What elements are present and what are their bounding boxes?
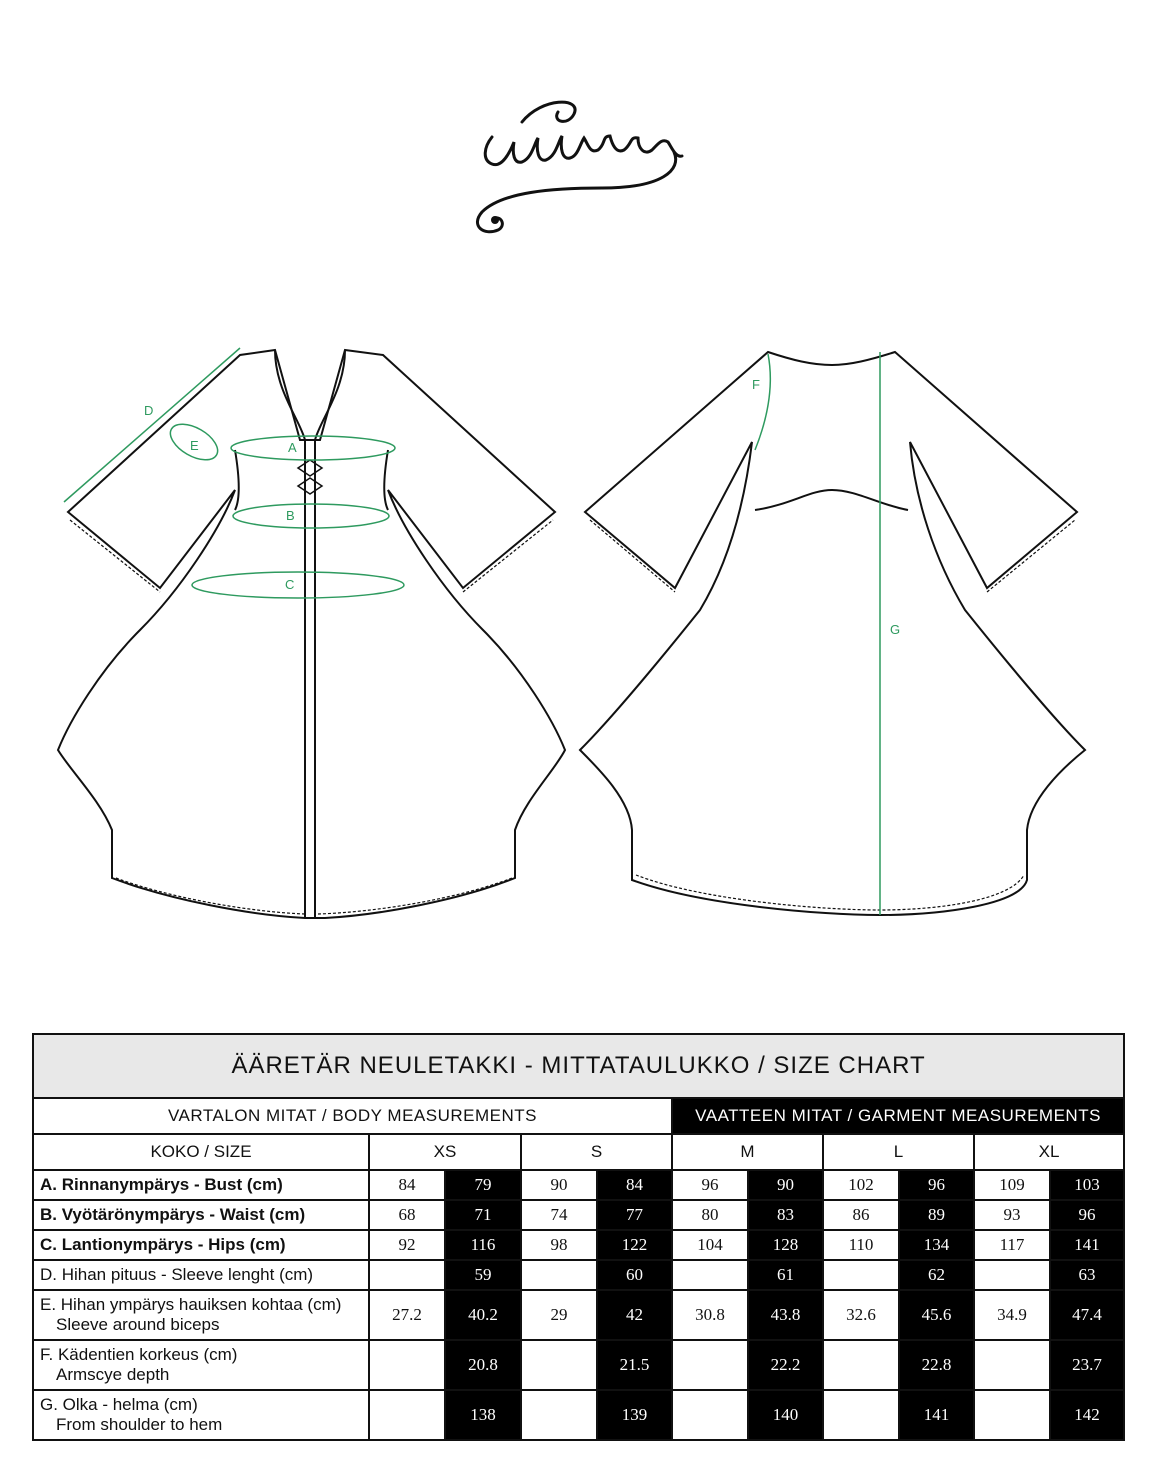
body-value-cell: 93 (974, 1200, 1050, 1230)
body-value-cell (823, 1390, 899, 1440)
body-value-cell: 80 (672, 1200, 748, 1230)
measurement-label (33, 1290, 369, 1340)
back-measure-lines (755, 352, 880, 915)
body-value-cell (672, 1260, 748, 1290)
body-value-cell: 84 (369, 1170, 445, 1200)
measurement-subname: From shoulder to hem (56, 1415, 223, 1434)
body-value-cell (823, 1340, 899, 1390)
garment-value-cell: 63 (1050, 1260, 1124, 1290)
measurement-name: B. Vyötärönympärys - Waist (cm) (40, 1205, 306, 1224)
body-value-cell (521, 1340, 597, 1390)
measurement-label (33, 1260, 369, 1290)
label-c: C (285, 577, 295, 592)
front-view (58, 350, 565, 918)
garment-value-cell: 138 (445, 1390, 521, 1440)
garment-value-cell: 22.8 (899, 1340, 974, 1390)
garment-value-cell: 79 (445, 1170, 521, 1200)
body-value-cell: 86 (823, 1200, 899, 1230)
body-value-cell: 27.2 (369, 1290, 445, 1340)
size-l: L (823, 1134, 974, 1170)
size-m: M (672, 1134, 823, 1170)
measurement-name: G. Olka - helma (cm) (40, 1395, 198, 1414)
garment-value-cell: 71 (445, 1200, 521, 1230)
body-value-cell (974, 1260, 1050, 1290)
garment-value-cell: 134 (899, 1230, 974, 1260)
garment-value-cell: 116 (445, 1230, 521, 1260)
garment-value-cell: 47.4 (1050, 1290, 1124, 1340)
body-value-cell: 74 (521, 1200, 597, 1230)
label-a: A (288, 440, 297, 455)
garment-value-cell: 96 (899, 1170, 974, 1200)
garment-value-cell: 61 (748, 1260, 823, 1290)
body-measurements-header: VARTALON MITAT / BODY MEASUREMENTS (33, 1098, 672, 1134)
measurement-name: A. Rinnanympärys - Bust (cm) (40, 1175, 283, 1194)
garment-value-cell: 45.6 (899, 1290, 974, 1340)
body-value-cell (672, 1340, 748, 1390)
garment-value-cell: 103 (1050, 1170, 1124, 1200)
garment-value-cell: 90 (748, 1170, 823, 1200)
size-header: KOKO / SIZE (33, 1134, 369, 1170)
body-value-cell: 90 (521, 1170, 597, 1200)
body-value-cell: 110 (823, 1230, 899, 1260)
size-xl: XL (974, 1134, 1124, 1170)
garment-value-cell: 21.5 (597, 1340, 672, 1390)
body-value-cell: 30.8 (672, 1290, 748, 1340)
garment-value-cell: 122 (597, 1230, 672, 1260)
body-value-cell: 117 (974, 1230, 1050, 1260)
body-value-cell (974, 1340, 1050, 1390)
body-value-cell (823, 1260, 899, 1290)
garment-measurements-header: VAATTEEN MITAT / GARMENT MEASUREMENTS (672, 1098, 1124, 1134)
label-e: E (190, 438, 199, 453)
body-value-cell: 109 (974, 1170, 1050, 1200)
garment-value-cell: 22.2 (748, 1340, 823, 1390)
garment-value-cell: 141 (899, 1390, 974, 1440)
measurement-row (33, 1200, 1124, 1230)
garment-value-cell: 62 (899, 1260, 974, 1290)
measurement-name: F. Kädentien korkeus (cm) (40, 1345, 238, 1364)
body-value-cell: 104 (672, 1230, 748, 1260)
garment-value-cell: 84 (597, 1170, 672, 1200)
garment-value-cell: 59 (445, 1260, 521, 1290)
garment-value-cell: 140 (748, 1390, 823, 1440)
body-value-cell: 92 (369, 1230, 445, 1260)
garment-value-cell: 96 (1050, 1200, 1124, 1230)
measurement-label (33, 1340, 369, 1390)
body-value-cell (369, 1340, 445, 1390)
body-value-cell: 68 (369, 1200, 445, 1230)
measurement-subname: Armscye depth (56, 1365, 170, 1384)
garment-value-cell: 40.2 (445, 1290, 521, 1340)
garment-value-cell: 89 (899, 1200, 974, 1230)
garment-drawings (0, 330, 1152, 930)
body-value-cell: 102 (823, 1170, 899, 1200)
body-value-cell (369, 1390, 445, 1440)
measurement-row (33, 1390, 1124, 1440)
body-value-cell (369, 1260, 445, 1290)
size-s: S (521, 1134, 672, 1170)
garment-value-cell: 128 (748, 1230, 823, 1260)
body-value-cell (521, 1390, 597, 1440)
garment-value-cell: 139 (597, 1390, 672, 1440)
label-f: F (752, 377, 760, 392)
size-chart-table (32, 1033, 1125, 1441)
measurement-label (33, 1170, 369, 1200)
label-b: B (286, 508, 295, 523)
measurement-row (33, 1230, 1124, 1260)
garment-value-cell: 20.8 (445, 1340, 521, 1390)
back-view (580, 352, 1085, 915)
body-value-cell: 98 (521, 1230, 597, 1260)
body-value-cell (521, 1260, 597, 1290)
body-value-cell (672, 1390, 748, 1440)
vuurran-logo (462, 92, 702, 242)
measurement-label (33, 1200, 369, 1230)
measurement-row (33, 1170, 1124, 1200)
measurement-row (33, 1290, 1124, 1340)
measurement-name: C. Lantionympärys - Hips (cm) (40, 1235, 286, 1254)
garment-value-cell: 141 (1050, 1230, 1124, 1260)
label-g: G (890, 622, 901, 637)
chart-title: ÄÄRETÄR NEULETAKKI - MITTATAULUKKO / SIZE CHART (33, 1034, 1124, 1098)
garment-value-cell: 142 (1050, 1390, 1124, 1440)
measurement-row (33, 1260, 1124, 1290)
body-value-cell (974, 1390, 1050, 1440)
garment-value-cell: 42 (597, 1290, 672, 1340)
body-value-cell: 32.6 (823, 1290, 899, 1340)
garment-value-cell: 77 (597, 1200, 672, 1230)
front-measure-lines (64, 348, 404, 598)
garment-value-cell: 60 (597, 1260, 672, 1290)
label-d: D (144, 403, 154, 418)
body-value-cell: 96 (672, 1170, 748, 1200)
garment-value-cell: 23.7 (1050, 1340, 1124, 1390)
body-value-cell: 29 (521, 1290, 597, 1340)
body-value-cell: 34.9 (974, 1290, 1050, 1340)
garment-value-cell: 83 (748, 1200, 823, 1230)
measurement-subname: Sleeve around biceps (56, 1315, 220, 1334)
measurement-label (33, 1230, 369, 1260)
size-xs: XS (369, 1134, 521, 1170)
measurement-name: E. Hihan ympärys hauiksen kohtaa (cm) (40, 1295, 342, 1314)
measurement-row (33, 1340, 1124, 1390)
garment-value-cell: 43.8 (748, 1290, 823, 1340)
measurement-label (33, 1390, 369, 1440)
measurement-name: D. Hihan pituus - Sleeve lenght (cm) (40, 1265, 314, 1284)
